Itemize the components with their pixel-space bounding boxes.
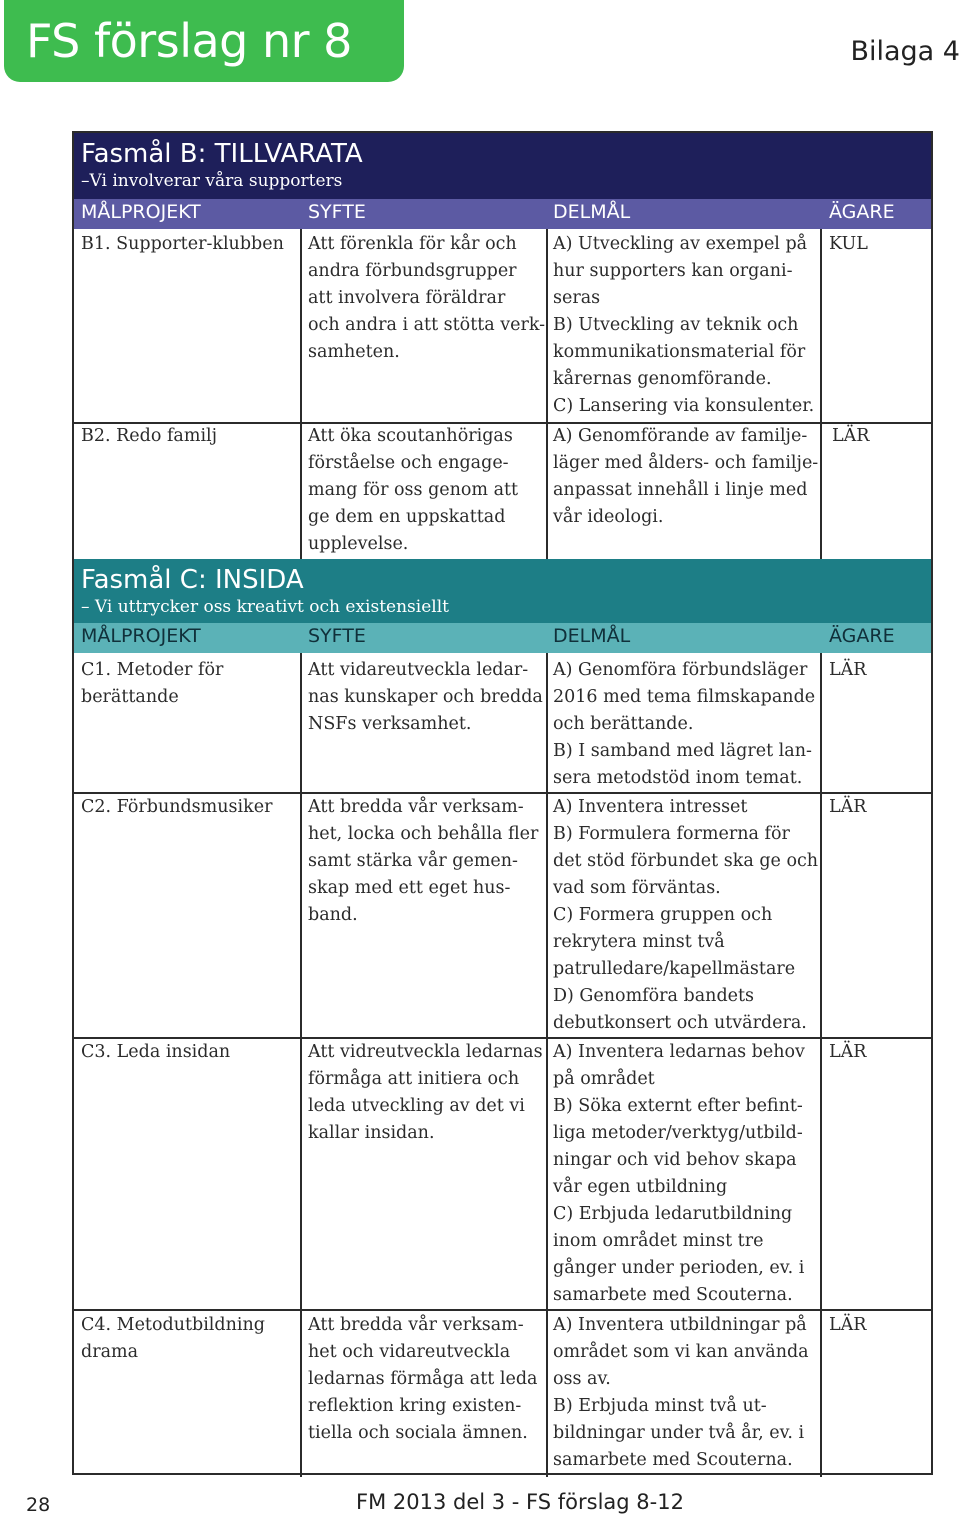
b1-purpose: Att förenkla för kår och andra förbundsgrupper att involvera föräldrar och andra i att stötta verk- samheten. [308, 234, 546, 362]
b2-goals: A) Genomförande av familje- läger med ålders- och familje- anpassat innehåll i linje med vår ideologi. [553, 426, 819, 527]
column-divider [546, 653, 548, 1477]
appendix-label: Bilaga 4 [850, 36, 960, 67]
column-header-purpose: SYFTE [308, 625, 366, 647]
page-footer: FM 2013 del 3 - FS förslag 8-12 [356, 1490, 684, 1514]
b1-goals: A) Utveckling av exempel på hur supporters kan organi- seras B) Utveckling av teknik och kommunikationsmaterial för kårernas genomförande. C) Lansering via konsulenter. [553, 234, 815, 416]
column-divider [300, 653, 302, 1477]
c1-purpose: Att vidareutveckla ledar- nas kunskaper och bredda NSFs verksamhet. [308, 660, 543, 734]
c2-project: C2. Förbundsmusiker [81, 797, 273, 817]
column-header-owner: ÄGARE [829, 625, 895, 647]
column-header-goals: DELMÅL [553, 201, 631, 223]
section-b-subtitle: –Vi involverar våra supporters [81, 171, 343, 191]
section-c-banner [74, 559, 931, 623]
c1-goals: A) Genomföra förbundsläger 2016 med tema filmskapande och berättande. B) I samband med lägret lan- sera metodstöd inom temat. [553, 660, 816, 788]
column-divider [546, 229, 548, 559]
c4-project: C4. Metodutbildning drama [81, 1315, 265, 1362]
c4-purpose: Att bredda vår verksam- het och vidareutveckla ledarnas förmåga att leda reflektion kring existen- tiella och sociala ämnen. [308, 1315, 538, 1443]
c2-owner: LÄR [829, 797, 867, 817]
column-header-goals: DELMÅL [553, 625, 631, 647]
column-divider [820, 229, 822, 559]
column-divider [300, 229, 302, 559]
c3-owner: LÄR [829, 1042, 867, 1062]
c4-goals: A) Inventera utbildningar på området som vi kan använda oss av. B) Erbjuda minst två ut- bildningar under två år, ev. i samarbete med Scouterna. [553, 1315, 809, 1470]
goals-table [72, 131, 933, 1475]
c3-goals: A) Inventera ledarnas behov på området B) Söka externt efter befint- liga metoder/verktyg/utbild- ningar och vid behov skapa vår egen utbildning C) Erbjuda ledarutbildning inom området minst tre gånger under perioden, ev. i samarbete med Scouterna. [553, 1042, 805, 1305]
section-b-banner [74, 133, 931, 199]
c2-goals: A) Inventera intresset B) Formulera formerna för det stöd förbundet ska ge och vad som förväntas. C) Formera gruppen och rekrytera minst två patrulledare/kapellmästare D) Genomföra bandets debutkonsert och utvärdera. [553, 797, 819, 1033]
c2-purpose: Att bredda vår verksam- het, locka och behålla fler samt stärka vår gemen- skap med ett eget hus- band. [308, 797, 539, 925]
column-header-project: MÅLPROJEKT [81, 625, 201, 647]
proposal-title-tab: FS förslag nr 8 [4, 0, 404, 82]
section-c-title: Fasmål C: INSIDA [81, 565, 304, 595]
section-b-title: Fasmål B: TILLVARATA [81, 139, 363, 169]
b2-purpose: Att öka scoutanhörigas förståelse och engage- mang för oss genom att ge dem en uppskattad upplevelse. [308, 426, 519, 554]
section-c-header-row [74, 623, 931, 653]
c3-project: C3. Leda insidan [81, 1042, 231, 1062]
c3-purpose: Att vidreutveckla ledarnas förmåga att initiera och leda utveckling av det vi kallar insidan. [308, 1042, 543, 1143]
page-number: 28 [26, 1494, 51, 1516]
b2-owner: LÄR [832, 426, 870, 446]
column-divider [820, 653, 822, 1477]
b1-owner: KUL [829, 234, 868, 254]
c1-project: C1. Metoder för berättande [81, 660, 224, 707]
b2-project: B2. Redo familj [81, 426, 218, 446]
c4-owner: LÄR [829, 1315, 867, 1335]
column-header-project: MÅLPROJEKT [81, 201, 201, 223]
section-b-header-row [74, 199, 931, 229]
column-header-owner: ÄGARE [829, 201, 895, 223]
c1-owner: LÄR [829, 660, 867, 680]
row-divider [74, 1309, 931, 1311]
column-header-purpose: SYFTE [308, 201, 366, 223]
section-c-subtitle: – Vi uttrycker oss kreativt och existensiellt [81, 597, 449, 617]
b1-project: B1. Supporter-klubben [81, 234, 284, 254]
